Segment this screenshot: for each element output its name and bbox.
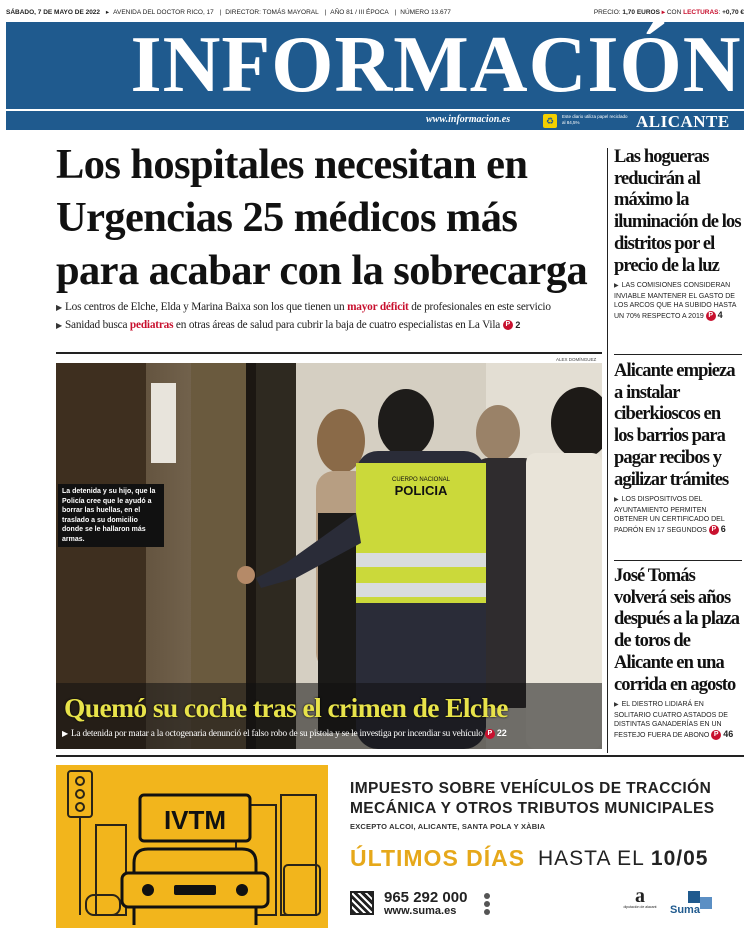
side-story-2[interactable]	[614, 361, 742, 536]
photo-caption: La detenida y su hijo, que la Policía cree que le ayudó a borrar las huellas, en el traslado a su domicilio donde se le hallaron más armas.	[58, 484, 164, 547]
page-number: 2	[515, 320, 521, 330]
divider	[614, 560, 742, 561]
website-link[interactable]: www.informacion.es	[426, 114, 511, 125]
recycle-icon: ♻	[543, 114, 557, 128]
divider	[56, 352, 602, 354]
masthead	[6, 22, 744, 109]
divider	[614, 354, 742, 355]
issue-date: SÁBADO, 7 DE MAYO DE 2022	[6, 9, 101, 16]
ad-illustration[interactable]	[56, 765, 328, 928]
top-info-bar: SÁBADO, 7 DE MAYO DE 2022 ▸ AVENIDA DEL DOCTOR RICO, 17 | DIRECTOR: TOMÁS MAYORAL | AÑO 81 / III ÉPOCA | NÚMERO 13.677 PRECIO: 1,70 EUROS ▸ CON LECTURAS: +0,70 €	[6, 9, 744, 16]
ad-title: IMPUESTO SOBRE VEHÍCULOS DE TRACCIÓN MECÁNICA Y OTROS TRIBUTOS MUNICIPALES	[350, 780, 715, 817]
price-info: PRECIO: 1,70 EUROS ▸ CON LECTURAS: +0,70 €	[593, 9, 744, 16]
side-summary: ▶ LOS DISPOSITIVOS DEL AYUNTAMIENTO PERMITEN OBTENER UN CERTIFICADO DEL PADRÓN EN 17 SEGUNDOS P 6	[614, 496, 726, 534]
photo-subheadline: ▶ La detenida por matar a la octogenaria denunció el falso robo de su pistola y se le investiga por incendiar su vehículo P 22	[62, 728, 507, 739]
divider	[56, 755, 744, 757]
ad-text[interactable]	[346, 765, 744, 928]
page-ref-icon: P	[706, 311, 716, 321]
issue-number: NÚMERO 13.677	[400, 9, 451, 16]
column-divider	[607, 148, 608, 753]
recycled-paper-note: Este diario utiliza papel reciclado al 84,5%	[562, 114, 628, 125]
triangle-bullet-icon: ▶	[56, 321, 62, 330]
page-ref-icon: P	[711, 730, 721, 740]
ad-last-days: ÚLTIMOS DÍAS	[350, 845, 526, 871]
address: AVENIDA DEL DOCTOR RICO, 17	[113, 9, 214, 16]
social-icon	[484, 901, 490, 907]
side-headline[interactable]: Las hogueras reducirán al máximo la iluminación de los distritos por el precio de la luz	[614, 147, 741, 276]
triangle-bullet-icon: ▶	[62, 729, 68, 738]
social-icon	[484, 893, 490, 899]
edition-city: ALICANTE	[636, 112, 730, 131]
photo-headline[interactable]: Quemó su coche tras el crimen de Elche	[64, 692, 508, 723]
triangle-bullet-icon: ▶	[614, 283, 619, 290]
car-illustration	[56, 765, 328, 928]
vest-label-small: CUERPO NACIONAL	[391, 477, 451, 483]
masthead-footer	[6, 110, 744, 130]
qr-code-icon[interactable]	[350, 891, 374, 915]
side-summary: ▶ LAS COMISIONES CONSIDERAN INVIABLE MANTENER EL GASTO DE LOS ARCOS QUE HA SUBIDO HASTA UN 70% RESPECTO A 2019 P 4	[614, 282, 737, 320]
page-ref-icon: P	[485, 729, 495, 739]
diputacion-logo: a diputación de alacant	[623, 885, 657, 909]
ad-exceptions: EXCEPTO ALCOI, ALICANTE, SANTA POLA Y XÀBIA	[350, 822, 546, 831]
vest-label: POLICIA	[394, 483, 448, 498]
ivtm-sign: IVTM	[163, 805, 227, 835]
director: DIRECTOR: TOMÁS MAYORAL	[225, 9, 319, 16]
year: AÑO 81 / III ÉPOCA	[330, 9, 389, 16]
side-summary: ▶ EL DIESTRO LIDIARÁ EN SOLITARIO CUATRO ASTADOS DE DISTINTAS GANADERÍAS EN UN FESTEJO FUERA DE ABONO P 46	[614, 701, 734, 739]
side-story-1[interactable]	[614, 147, 742, 322]
lead-subheadline-2: ▶ Sanidad busca pediatras en otras áreas de salud para cubrir la baja de cuatro especialistas en La Vila P 2	[56, 319, 521, 331]
page-ref-icon: P	[709, 525, 719, 535]
price: 1,70 EUROS	[622, 9, 660, 16]
ad-phone[interactable]: 965 292 000	[384, 889, 468, 906]
lead-subheadline-1: ▶ Los centros de Elche, Elda y Marina Baixa son los que tienen un mayor déficit de profesionales en este servicio	[56, 301, 551, 313]
suma-logo: Suma	[670, 891, 714, 917]
social-icons	[484, 893, 490, 917]
photo-credit: ALEX DOMÍNGUEZ	[556, 357, 597, 362]
social-icon	[484, 909, 490, 915]
ad-deadline: HASTA EL 10/05	[538, 847, 709, 870]
page-number: 22	[496, 728, 507, 738]
lecturas-price: +0,70 €	[722, 9, 744, 16]
triangle-bullet-icon: ▶	[614, 497, 619, 504]
lecturas-label: LECTURAS	[683, 9, 719, 16]
triangle-bullet-icon: ▶	[614, 702, 619, 709]
side-story-3[interactable]	[614, 566, 742, 741]
page-ref-icon: P	[503, 320, 513, 330]
lead-headline[interactable]: Los hospitales necesitan en Urgencias 25 médicos más para acabar con la sobrecarga	[56, 141, 588, 294]
side-headline[interactable]: Alicante empieza a instalar ciberkioscos en los barrios para pagar recibos y agilizar trámites	[614, 361, 735, 490]
newspaper-logo[interactable]: INFORMACIÓN	[130, 21, 742, 109]
triangle-bullet-icon: ▶	[56, 303, 62, 312]
side-headline[interactable]: José Tomás volverá seis años después a la plaza de toros de Alicante en una corrida en agosto	[614, 566, 740, 695]
ad-website[interactable]: www.suma.es	[384, 905, 457, 917]
